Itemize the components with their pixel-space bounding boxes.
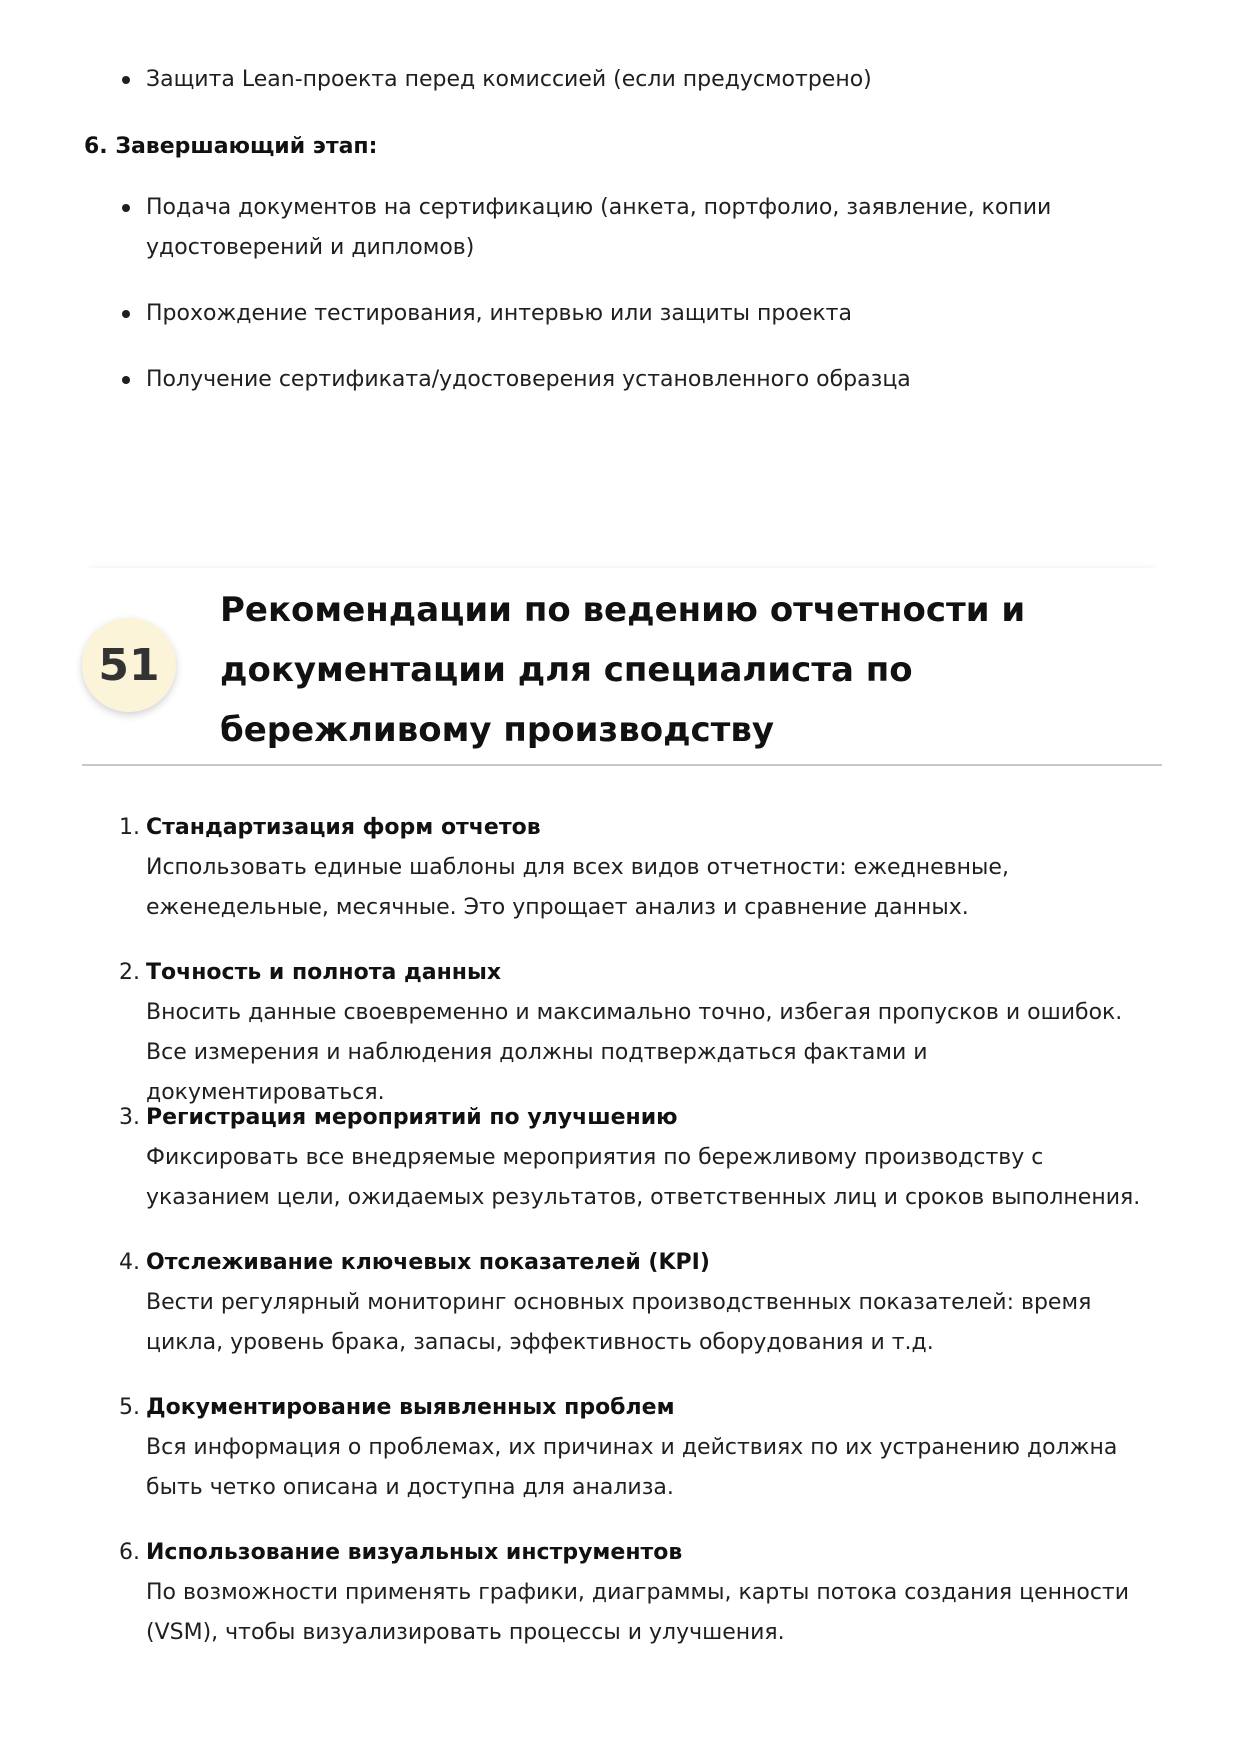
item-title: Использование визуальных инструментов xyxy=(146,1540,683,1565)
item-text: Вести регулярный мониторинг основных производственных показателей: время цикла, уровень брака, запасы, эффективность оборудования и т.д. xyxy=(146,1290,1092,1355)
list-item xyxy=(119,1533,1166,1653)
section-number-badge: 51 xyxy=(82,618,176,712)
item-text: Вся информация о проблемах, их причинах и действиях по их устранению должна быть четко описана и доступна для анализа. xyxy=(146,1435,1118,1500)
item-title: Документирование выявленных проблем xyxy=(146,1395,675,1420)
list-item: Защита Lean-проекта перед комиссией (если предусмотрено) xyxy=(146,60,1046,100)
item-number: 2. xyxy=(119,960,140,985)
list-item xyxy=(119,808,1166,928)
stage-heading: 6. Завершающий этап: xyxy=(84,134,378,159)
item-number: 5. xyxy=(119,1395,140,1420)
list-item xyxy=(119,1098,1166,1218)
item-number: 6. xyxy=(119,1540,140,1565)
list-item: Подача документов на сертификацию (анкета, портфолио, заявление, копии удостоверений и дипломов) xyxy=(146,188,1066,268)
list-item xyxy=(119,1243,1166,1363)
item-title: Стандартизация форм отчетов xyxy=(146,815,541,840)
list-item: Прохождение тестирования, интервью или защиты проекта xyxy=(146,294,1046,334)
item-text: Фиксировать все внедряемые мероприятия по бережливому производству с указанием цели, ожидаемых результатов, ответственных лиц и сроков выполнения. xyxy=(146,1145,1141,1210)
list-item xyxy=(119,1388,1166,1508)
section-title: Рекомендации по ведению отчетности и документации для специалиста по бережливому производству xyxy=(220,590,1026,750)
item-number: 3. xyxy=(119,1105,140,1130)
item-number: 1. xyxy=(119,815,140,840)
item-title: Регистрация мероприятий по улучшению xyxy=(146,1105,678,1130)
item-number: 4. xyxy=(119,1250,140,1275)
list-item xyxy=(119,953,1166,1113)
item-text: Вносить данные своевременно и максимально точно, избегая пропусков и ошибок. Все измерения и наблюдения должны подтверждаться фактами и документироваться. xyxy=(146,1000,1123,1105)
item-text: Использовать единые шаблоны для всех видов отчетности: ежедневные, еженедельные, месячные. Это упрощает анализ и сравнение данных. xyxy=(146,855,1009,920)
section-header xyxy=(82,568,1162,766)
item-text: По возможности применять графики, диаграммы, карты потока создания ценности (VSM), чтобы визуализировать процессы и улучшения. xyxy=(146,1580,1130,1645)
item-title: Точность и полнота данных xyxy=(146,960,502,985)
list-item: Получение сертификата/удостоверения установленного образца xyxy=(146,360,1046,400)
item-title: Отслеживание ключевых показателей (KPI) xyxy=(146,1250,710,1275)
